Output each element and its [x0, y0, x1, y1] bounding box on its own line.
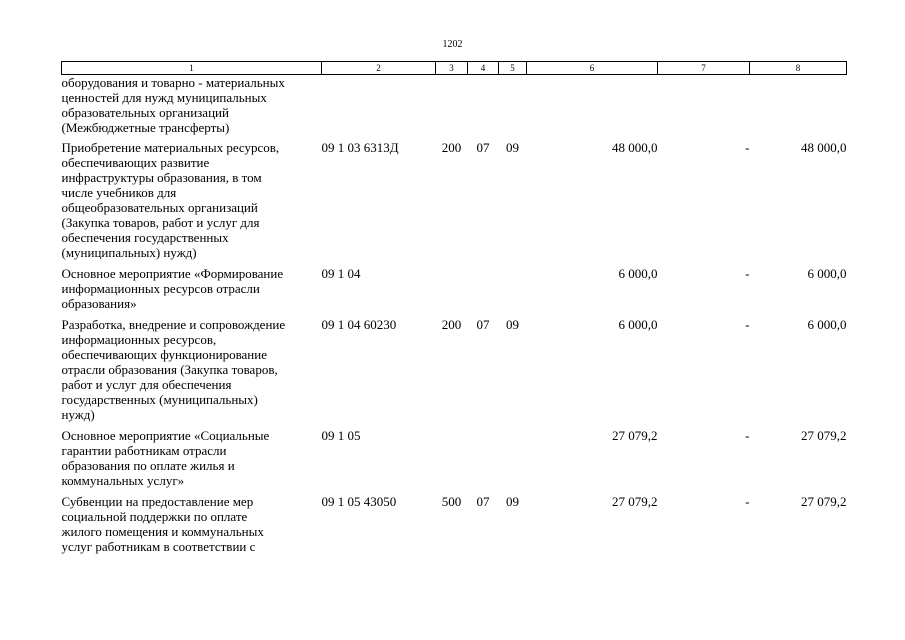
table-row [62, 428, 847, 494]
amount-col-6: 27 079,2 [612, 494, 658, 509]
item-name: Основное мероприятие «Социальные гарантии работникам отрасли образования по оплате жилья и коммунальных услуг» [61, 428, 270, 488]
section-code: 07 [476, 494, 490, 509]
budget-code [322, 75, 436, 141]
column-header-2: 2 [322, 62, 436, 75]
amount-col-7: - [745, 494, 750, 509]
section-code [468, 75, 499, 141]
column-header-8: 8 [750, 62, 847, 75]
item-name: Субвенции на предоставление мер социальной поддержки по оплате жилого помещения и коммунальных услуг работникам в соответствии с [61, 494, 264, 554]
amount-col-7: - [745, 317, 750, 332]
column-header-1: 1 [62, 62, 322, 75]
expense-type: 500 [441, 494, 462, 509]
page-number: 1202 [442, 39, 463, 50]
subsection-code [499, 266, 527, 317]
amount-col-8: 27 079,2 [801, 494, 847, 509]
amount-col-8: 6 000,0 [807, 266, 847, 281]
item-name: Основное мероприятие «Формирование информационных ресурсов отрасли образования» [61, 266, 284, 311]
expense-type [436, 428, 468, 494]
budget-code: 09 1 05 [321, 428, 361, 443]
expense-type: 200 [441, 140, 462, 155]
column-header-3: 3 [436, 62, 468, 75]
amount-col-7: - [745, 140, 750, 155]
amount-col-8: 48 000,0 [801, 140, 847, 155]
item-name: Приобретение материальных ресурсов, обеспечивающих развитие инфраструктуры образования, в том числе учебников для общеобразовательных организаций (Закупка товаров, работ и услуг для обеспечения государственных (муниципальных) нужд) [61, 140, 280, 260]
amount-col-8: 6 000,0 [807, 317, 847, 332]
budget-code: 09 1 04 [321, 266, 361, 281]
table-row [62, 494, 847, 560]
amount-col-7 [658, 75, 750, 141]
section-code: 07 [476, 317, 490, 332]
item-name: оборудования и товарно - материальных ценностей для нужд муниципальных образовательных организаций (Межбюджетные трансферты) [61, 75, 285, 135]
table-row [62, 266, 847, 317]
expense-type [436, 266, 468, 317]
budget-code: 09 1 05 43050 [321, 494, 397, 509]
amount-col-6: 6 000,0 [618, 317, 658, 332]
column-header-row [62, 62, 847, 75]
amount-col-7: - [745, 266, 750, 281]
column-header-5: 5 [499, 62, 527, 75]
budget-code: 09 1 04 60230 [321, 317, 397, 332]
budget-table [61, 61, 847, 560]
amount-col-8: 27 079,2 [801, 428, 847, 443]
amount-col-6: 6 000,0 [618, 266, 658, 281]
column-header-4: 4 [468, 62, 499, 75]
expense-type [436, 75, 468, 141]
expense-type: 200 [441, 317, 462, 332]
subsection-code: 09 [506, 140, 519, 155]
table-row [62, 75, 847, 141]
amount-col-6 [527, 75, 658, 141]
section-code [468, 266, 499, 317]
column-header-7: 7 [658, 62, 750, 75]
subsection-code: 09 [506, 317, 519, 332]
section-code: 07 [476, 140, 490, 155]
subsection-code [499, 428, 527, 494]
item-name: Разработка, внедрение и сопровождение информационных ресурсов, обеспечивающих функционирование отрасли образования (Закупка товаров, работ и услуг для обеспечения государственных (муниципальных) нужд) [61, 317, 286, 422]
amount-col-7: - [745, 428, 750, 443]
subsection-code [499, 75, 527, 141]
section-code [468, 428, 499, 494]
budget-code: 09 1 03 6313Д [321, 140, 399, 155]
subsection-code: 09 [506, 494, 519, 509]
amount-col-6: 48 000,0 [612, 140, 658, 155]
amount-col-6: 27 079,2 [612, 428, 658, 443]
table-row [62, 140, 847, 266]
table-row [62, 317, 847, 428]
amount-col-8 [750, 75, 847, 141]
column-header-6: 6 [527, 62, 658, 75]
